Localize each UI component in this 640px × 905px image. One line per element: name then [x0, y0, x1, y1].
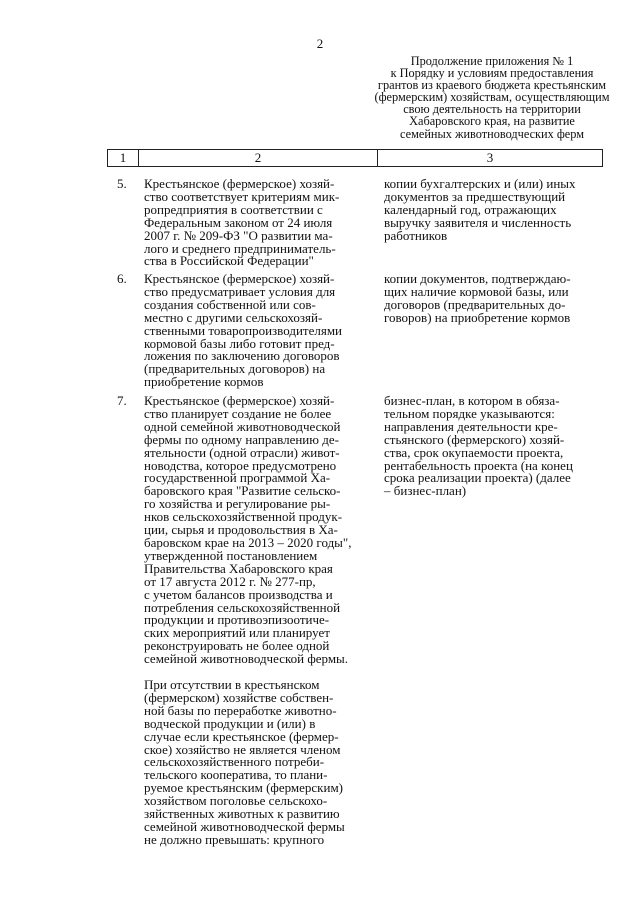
text-line: копии бухгалтерских и (или) иных — [384, 176, 576, 191]
column-header-table — [107, 149, 603, 167]
text-line: новодства, которое предусмотрено — [144, 457, 337, 473]
text-line: местно с другими сельскохозяй- — [144, 309, 323, 325]
row-number: 7. — [117, 393, 127, 408]
text-line: ство предусматривает условия для — [144, 283, 336, 299]
text-line: зяйственных животных к развитию — [144, 806, 340, 822]
text-line: фермы по одному направлению де- — [144, 431, 339, 447]
text-line: Правительства Хабаровского края — [144, 560, 333, 576]
text-line: продукции и противоэпизоотиче- — [144, 612, 330, 628]
text-line: ство планирует создание не более — [144, 405, 332, 421]
text-line: семейной животноводческой фермы — [144, 819, 345, 834]
text-line: семейной животноводческой фермы. — [144, 651, 349, 667]
column-header-2: 2 — [139, 150, 378, 167]
text-line: хозяйством поголовье сельскохо- — [144, 793, 328, 809]
annex-heading — [372, 55, 612, 140]
annex-line: к Порядку и условиям предоставления — [390, 66, 594, 81]
text-line: случае если крестьянское (фермер- — [144, 728, 339, 744]
text-line: ложения по заключению договоров — [144, 348, 340, 364]
text-line: го хозяйства и регулирование ры- — [144, 496, 331, 512]
row-number: 5. — [117, 176, 127, 191]
text-line: потребления сельскохозяйственной — [144, 599, 341, 615]
annex-line: Продолжение приложения № 1 — [410, 54, 574, 68]
text-line: тельского кооператива, то плани- — [144, 767, 328, 783]
text-line: ства в Российской Федерации" — [144, 253, 314, 269]
text-line: договоров (предварительных до- — [384, 296, 566, 312]
text-line: календарный год, отражающих — [384, 201, 557, 217]
text-line: баровского края "Развитие сельско- — [144, 483, 341, 499]
text-line: Крестьянское (фермерское) хозяй- — [144, 271, 335, 286]
page-number: 2 — [316, 36, 324, 51]
text-line: – бизнес-план) — [384, 483, 467, 499]
text-line: ства, срок окупаемости проекта, — [384, 444, 564, 460]
text-line: документов за предшествующий — [384, 188, 566, 204]
text-line: приобретение кормов — [144, 374, 264, 390]
text-line: ропредприятия в соответствии с — [144, 201, 323, 217]
text-line: баровском крае на 2013 – 2020 годы", — [144, 534, 352, 550]
text-line: ной базы по переработке животно- — [144, 702, 337, 718]
text-line: бизнес-план, в котором в обяза- — [384, 393, 560, 408]
text-line: нков сельскохозяйственной продук- — [144, 509, 343, 525]
text-line: руемое крестьянским (фермерским) — [144, 780, 343, 796]
text-line: копии документов, подтверждаю- — [384, 271, 571, 286]
text-line: не должно превышать: крупного — [144, 831, 325, 847]
text-line: создания собственной или сов- — [144, 296, 316, 312]
text-line: щих наличие кормовой базы, или — [384, 283, 569, 299]
text-line: ство соответствует критериям мик- — [144, 188, 340, 204]
text-line: направления деятельности кре- — [384, 418, 558, 434]
text-line: выручку заявителя и численность — [384, 214, 572, 230]
column-header-3: 3 — [378, 150, 603, 167]
text-line: одной семейной животноводческой — [144, 418, 341, 434]
text-line: ское) хозяйство не является членом — [144, 741, 341, 757]
text-line: лого и среднего предприниматель- — [144, 240, 336, 256]
text-line: сельскохозяйственного потреби- — [144, 754, 325, 770]
annex-line: грантов из краевого бюджета крестьянским — [377, 78, 607, 93]
text-line: с учетом балансов производства и — [144, 586, 333, 602]
annex-line: Хабаровского края, на развитие — [409, 114, 575, 129]
annex-line: семейных животноводческих ферм — [400, 126, 584, 141]
text-line: ских мероприятий или планирует — [144, 625, 330, 641]
row-criterion — [144, 178, 376, 268]
text-line: водческой продукции и (или) в — [144, 715, 316, 731]
row-documents — [384, 395, 609, 498]
text-line: ственными товаропроизводителями — [144, 322, 343, 338]
column-header-1: 1 — [108, 150, 139, 167]
text-line: ятельности (одной отрасли) живот- — [144, 444, 340, 460]
text-line: государственной программой Ха- — [144, 470, 331, 486]
row-documents — [384, 273, 609, 325]
text-line: рентабельность проекта (на конец — [384, 457, 573, 473]
text-line: ции, сырья и продовольствия в Ха- — [144, 522, 338, 538]
annex-line: свою деятельность на территории — [403, 102, 581, 117]
row-criterion — [144, 273, 376, 389]
text-line: При отсутствии в крестьянском — [144, 677, 320, 693]
text-line: реконструировать не более одной — [144, 638, 330, 654]
text-line: кормовой базы либо готовит пред- — [144, 335, 335, 351]
text-line: говоров) на приобретение кормов — [384, 309, 571, 325]
text-line: Крестьянское (фермерское) хозяй- — [144, 176, 335, 191]
text-line: от 17 августа 2012 г. № 277-пр, — [144, 573, 316, 589]
text-line: срока реализации проекта) (далее — [384, 470, 571, 486]
row-documents — [384, 178, 609, 243]
text-line: 2007 г. № 209-ФЗ "О развитии ма- — [144, 227, 333, 243]
text-line: работников — [384, 227, 448, 243]
annex-line: (фермерским) хозяйствам, осуществляющим — [374, 90, 610, 105]
row-number: 6. — [117, 271, 127, 286]
text-line: (фермерском) хозяйстве собствен- — [144, 689, 334, 705]
text-line: стьянского (фермерского) хозяй- — [384, 431, 565, 447]
text-line: (предварительных договоров) на — [144, 361, 326, 377]
text-line: утвержденной постановлением — [144, 547, 318, 563]
text-line: тельном порядке указываются: — [384, 405, 555, 421]
text-line: Крестьянское (фермерское) хозяй- — [144, 393, 335, 408]
row-criterion — [144, 395, 376, 847]
text-line: Федеральным законом от 24 июля — [144, 214, 333, 230]
